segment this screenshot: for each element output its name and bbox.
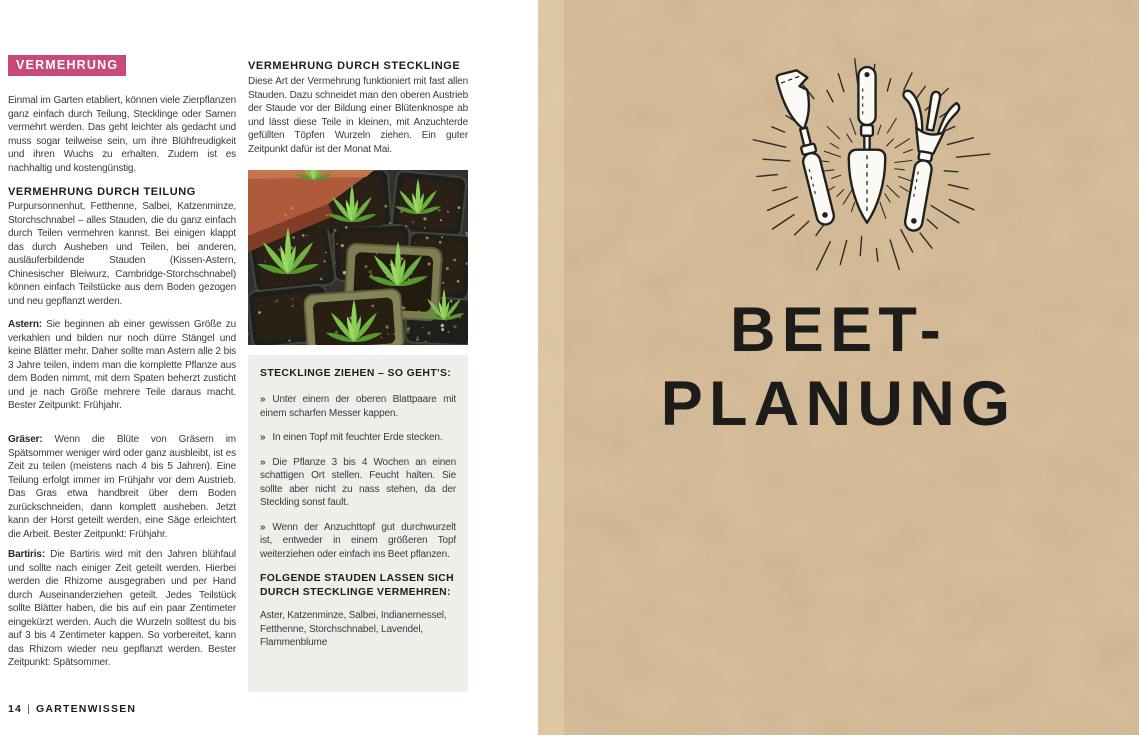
- bullet-marker: »: [260, 456, 266, 468]
- bullet-item: » In einen Topf mit feuchter Erde stecken.: [260, 432, 443, 443]
- page-footer: [8, 703, 136, 715]
- chapter-title-line2: PLANUNG: [660, 369, 1017, 439]
- bullet-item: » Unter einem der oberen Blattpaare mit einem scharfen Messer kappen.: [260, 394, 456, 419]
- bullet-item: » Die Pflanze 3 bis 4 Wochen an einen schattigen Ort stellen. Feucht halten. Sie sollte aber nicht zu nass stehen, da der Steckling sonst fault.: [260, 456, 456, 508]
- info-box: [248, 355, 468, 692]
- astern-text: Sie beginnen ab einer gewissen Größe zu verkahlen und bilden nur noch dürre Stängel und keine Blätter mehr. Daher sollte man Astern alle 2 bis 3 Jahre teilen, indem man die komplette Pflanze aus dem Boden nimmt, mit dem Spaten beherzt zusticht und je nach Größe mehrere Teile daraus macht. Bester Zeitpunkt: Frühjahr.: [8, 319, 236, 411]
- heading-stecklinge: VERMEHRUNG DURCH STECKLINGE: [248, 60, 461, 72]
- garden-tools-illustration: [738, 52, 996, 284]
- astern-lead: Astern:: [8, 319, 42, 330]
- bartiris-paragraph: [8, 548, 236, 670]
- section-tag-label: VERMEHRUNG: [8, 55, 126, 76]
- footer-section-label: GARTENWISSEN: [36, 703, 137, 715]
- chapter-title-line1: BEET-: [729, 295, 948, 365]
- graeser-paragraph: [8, 433, 236, 541]
- bullet-item: » Wenn der Anzuchttopf gut durchwurzelt ist, entweder in einem größeren Topf weiterziehen oder einfach ins Beet pflanzen.: [260, 521, 456, 560]
- footer-divider: |: [27, 703, 32, 715]
- bartiris-lead: Bartiris:: [8, 549, 45, 560]
- info-box-subheading: FOLGENDE STAUDEN LASSEN SICH DURCH STECKLINGE VERMEHREN:: [260, 573, 455, 598]
- astern-paragraph: [8, 318, 236, 413]
- chapter-title: [538, 293, 1139, 441]
- stecklinge-paragraph: Diese Art der Vermehrung funktioniert mit fast allen Stauden. Dazu schneidet man den oberen Austrieb der Staude vor der Bildung einer Blütenknospe ab und lässt diese Teile in kleinen, mit Anzuchterde gefüllten Töpfen Wurzeln ziehen. Ein guter Zeitpunkt dafür ist der Monat Mai.: [248, 76, 468, 155]
- info-box-heading: STECKLINGE ZIEHEN – SO GEHT'S:: [260, 368, 452, 379]
- bullet-marker: »: [260, 394, 266, 405]
- trowel-icon: [849, 67, 886, 223]
- bartiris-text: Die Bartiris wird mit den Jahren blühfaul und sollte nach einiger Zeit geteilt werden. Hierbei werden die Rhizome ausgegraben und per Hand durch Auseinanderziehen geteilt. Jedes Teilstück sollte Blätter haben, die bis auf ein paar Zentimeter eingekürzt werden. Auch die Wurzeln solltest du bis auf 3 bis 4 Zentimeter kappen. So vorbereitet, kann das Rhizom wieder neu gepflanzt werden. Bester Zeitpunkt: Spätsommer.: [8, 549, 236, 668]
- graeser-lead: Gräser:: [8, 434, 43, 445]
- seedlings-photo: [248, 170, 468, 345]
- bullet-marker: »: [260, 521, 266, 533]
- plant-list: Aster, Katzenminze, Salbei, Indianernessel, Fetthenne, Storchschnabel, Lavendel, Flammenblume: [260, 610, 447, 648]
- right-page: [538, 0, 1139, 735]
- graeser-text: Wenn die Blüte von Gräsern im Spätsommer weniger wird oder ganz ausbleibt, ist es Zeit zu teilen (meistens nach 4 bis 5 Jahren). Eine Teilung erfolgt immer im Frühjahr vor dem Austrieb. Das Gras etwa handbreit über dem Boden zurückschneiden, dann komplett ausheben. Jetzt kann der Horst geteilt werden, eine Säge erleichtert die Arbeit. Bester Zeitpunkt: Frühjahr.: [8, 434, 236, 540]
- teilung-paragraph: Purpursonnenhut, Fetthenne, Salbei, Katzenminze, Storchschnabel – alles Stauden, die du ganz einfach durch Teilen vermehren kannst. Bei einigen klappt das durch Ausheben und Teilen, bei anderen, ausläuferbildende Stauden (Kissen-Astern, Chinesischer Bleiwurz, Cambridge-Storchschnabel) können einfach Teilstücke aus dem Boden gezogen und neu gepflanzt werden.: [8, 201, 236, 307]
- section-tag-vermehrung: [8, 55, 126, 76]
- heading-teilung: VERMEHRUNG DURCH TEILUNG: [8, 186, 196, 198]
- intro-paragraph: Einmal im Garten etabliert, können viele Zierpflanzen ganz einfach durch Teilung, Stecklinge oder Samen vermehrt werden. Das geht leichter als gedacht und muss sogar teilweise sein, um ihre Blühfreudigkeit und ihren Wuchs zu erhalten. Zudem ist es nachhaltig und kostengünstig.: [8, 95, 236, 174]
- hand-fork-icon: [880, 86, 961, 235]
- page-number: 14: [8, 703, 23, 715]
- bullet-marker: »: [260, 432, 266, 443]
